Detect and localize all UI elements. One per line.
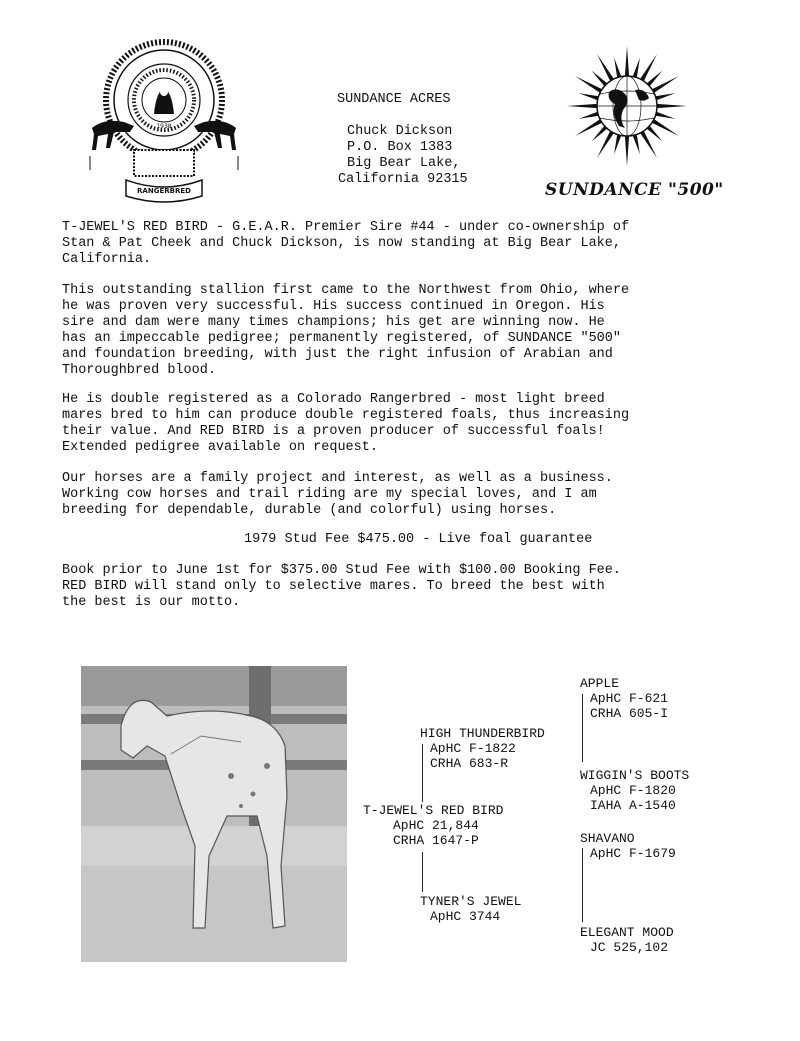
seal-year: 1938	[156, 123, 172, 130]
pedigree-line-sire-top	[582, 694, 583, 762]
dam-reg-1: ApHC 3744	[430, 909, 501, 924]
pedigree-sire-dam	[580, 768, 689, 813]
sire-reg-1: ApHC F-1822	[430, 741, 516, 756]
sire-dam-reg-1: ApHC F-1820	[590, 783, 676, 798]
sun-ray	[575, 119, 602, 136]
sire-reg-2: CRHA 683-R	[430, 756, 509, 771]
sun-ray	[597, 131, 614, 158]
booking-paragraph: Book prior to June 1st for $375.00 Stud Fee with $100.00 Booking Fee. RED BIRD will stand only to selective mares. To breed the best with the best is our motto.	[62, 563, 621, 610]
history-paragraph: This outstanding stallion first came to the Northwest from Ohio, where he was proven very successful. His success continued in Oregon. His sire and dam were many times champions; his get are winning now. He has an impeccable pedigree; permanently registered, of SUNDANCE "500" and foundation breeding, with just the right infusion of Arabian and Thoroughbred blood.	[62, 283, 630, 378]
pedigree-line-subject-bottom	[422, 852, 423, 892]
dam-name: TYNER'S JEWEL	[420, 894, 522, 909]
dam-dam-reg-1: JC 525,102	[590, 940, 669, 955]
sun-ray	[579, 112, 599, 119]
sun-ray	[625, 136, 629, 166]
sun-ray	[614, 58, 621, 78]
horse-photo	[81, 666, 347, 962]
farm-name: SUNDANCE ACRES	[337, 92, 451, 107]
pedigree-dam	[420, 894, 521, 924]
address-block	[335, 92, 505, 188]
pedigree-dam-dam	[580, 925, 674, 955]
sun-ray	[633, 134, 640, 154]
dam-sire-reg-1: ApHC F-1679	[590, 846, 676, 861]
pedigree-dam-sire	[580, 831, 676, 861]
sun-ray	[592, 126, 608, 142]
subject-reg-2: CRHA 1647-P	[393, 833, 479, 848]
sundance-sun-logo	[565, 44, 689, 168]
sire-sire-reg-1: ApHC F-621	[590, 691, 669, 706]
sun-ray	[633, 58, 640, 78]
pedigree-sire-sire	[580, 676, 668, 721]
sun-ray	[655, 93, 675, 100]
address-line-1: Chuck Dickson	[347, 124, 453, 139]
registration-paragraph: He is double registered as a Colorado Rangerbred - most light breed mares bred to him can produce double registered foals, thus increasing their value. And RED BIRD is a proven producer of successful foals! Extended pedigree available on request.	[62, 392, 630, 455]
stud-fee-line: 1979 Stud Fee $475.00 - Live foal guarantee	[244, 532, 593, 547]
intro-paragraph: T-JEWEL'S RED BIRD - G.E.A.R. Premier Sire #44 - under co-ownership of Stan & Pat Cheek and Chuck Dickson, is now standing at Big Bear Lake, California.	[62, 220, 630, 267]
sire-dam-name: WIGGIN'S BOOTS	[580, 768, 690, 783]
sun-ray	[652, 76, 679, 93]
address-line-4: California 92315	[338, 172, 468, 187]
sire-sire-reg-2: CRHA 605-I	[590, 706, 669, 721]
sun-ray	[625, 46, 629, 76]
sire-dam-reg-2: IAHA A-1540	[590, 798, 676, 813]
address-line-3: Big Bear Lake,	[347, 156, 461, 171]
seal-banner-text: RANGERBRED	[137, 187, 191, 195]
sun-ray	[597, 54, 614, 81]
sun-ray	[579, 93, 599, 100]
sire-sire-name: APPLE	[580, 676, 620, 691]
sun-ray	[652, 119, 679, 136]
dam-sire-name: SHAVANO	[580, 831, 635, 846]
pedigree-line-subject-top	[422, 744, 423, 802]
colorado-ranger-seal-logo	[84, 30, 244, 206]
address-line-2: P.O. Box 1383	[347, 140, 453, 155]
pedigree-subject	[363, 803, 503, 848]
subject-name: T-JEWEL'S RED BIRD	[363, 803, 504, 818]
sun-ray	[647, 71, 663, 87]
sundance-500-title: SUNDANCE "500"	[545, 180, 724, 200]
family-paragraph: Our horses are a family project and interest, as well as a business. Working cow horses and trail riding are my special loves, and I am breeding for dependable, durable (and colorful) using horses.	[62, 471, 613, 518]
sun-ray	[640, 54, 657, 81]
pedigree-sire	[420, 726, 545, 771]
sun-ray	[575, 76, 602, 93]
sun-ray	[614, 134, 621, 154]
sun-ray	[647, 126, 663, 142]
sun-ray	[592, 71, 608, 87]
sun-ray	[567, 104, 597, 108]
sun-ray	[657, 104, 687, 108]
subject-reg-1: ApHC 21,844	[393, 818, 479, 833]
pedigree-line-dam-bottom	[582, 848, 583, 922]
sire-name: HIGH THUNDERBIRD	[420, 726, 545, 741]
dam-dam-name: ELEGANT MOOD	[580, 925, 674, 940]
sun-ray	[655, 112, 675, 119]
sun-ray	[640, 131, 657, 158]
